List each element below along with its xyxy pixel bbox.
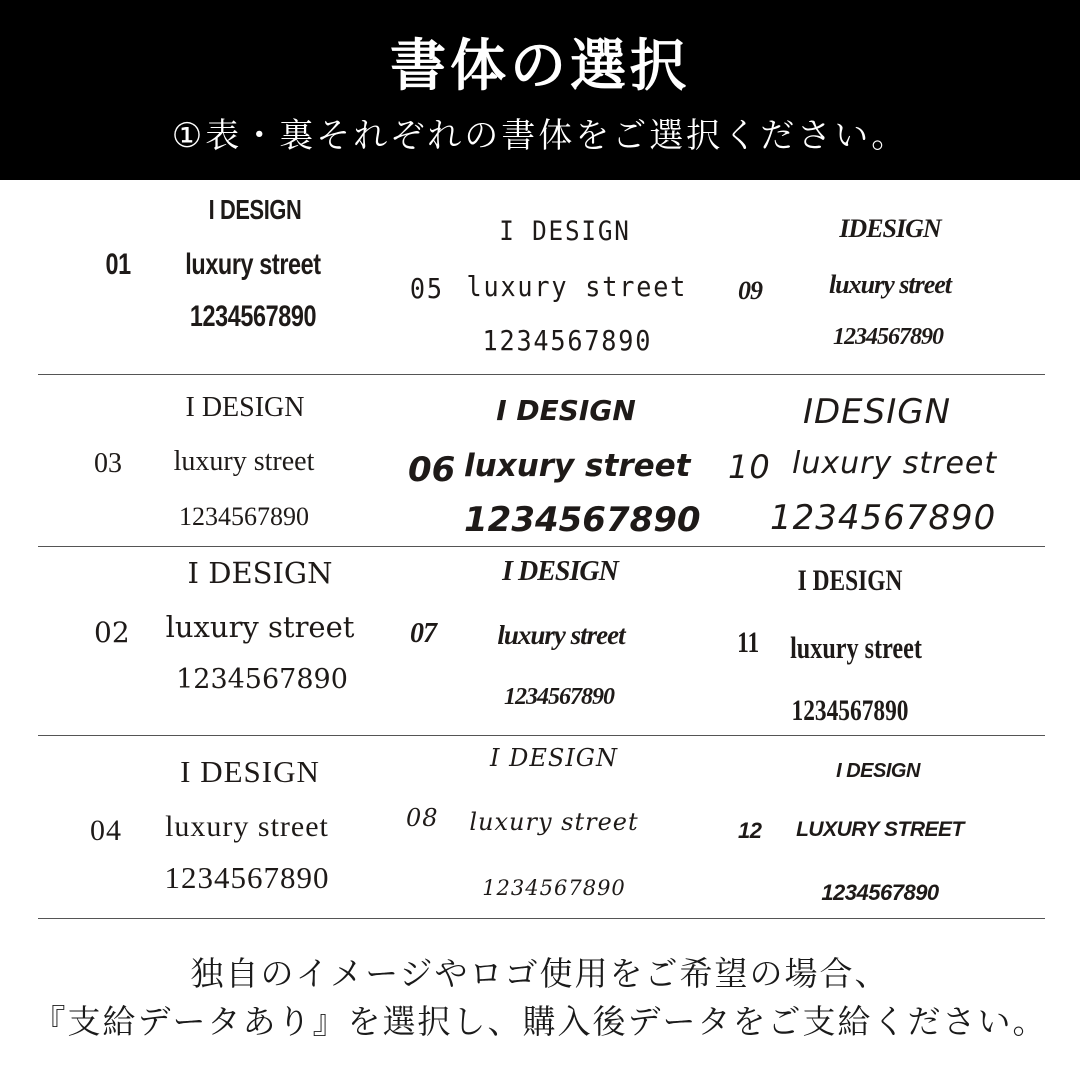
- font-sample-07[interactable]: [400, 554, 740, 734]
- sample-line-digits: 1234567890: [791, 694, 909, 727]
- sample-line-digits: 1234567890: [482, 876, 626, 900]
- sample-line-text: luxury street: [185, 248, 321, 281]
- sample-line-title: I DESIGN: [499, 216, 631, 247]
- header-banner: [0, 0, 1080, 180]
- font-sample-01[interactable]: [90, 190, 430, 370]
- font-number: 04: [90, 814, 122, 847]
- sample-line-title: I DESIGN: [187, 556, 333, 590]
- sample-line-digits: 1234567890: [164, 860, 330, 895]
- font-sample-09[interactable]: [730, 190, 1070, 370]
- sample-line-text: luxury street: [466, 270, 688, 303]
- sample-line-digits: 1234567890: [504, 684, 614, 710]
- font-number: 07: [410, 618, 436, 649]
- footer-note-line1: 独自のイメージやロゴ使用をご希望の場合、: [190, 954, 890, 993]
- sample-line-title: I DESIGN: [502, 556, 618, 587]
- font-sample-12[interactable]: [730, 744, 1070, 924]
- font-sample-05[interactable]: [400, 190, 740, 370]
- sample-line-title: IDESIGN: [802, 392, 952, 432]
- sample-line-digits: 1234567890: [179, 502, 309, 531]
- font-sample-06[interactable]: [400, 384, 740, 564]
- sample-line-text: luxury street: [165, 810, 329, 843]
- sample-line-title: I DESIGN: [208, 194, 302, 225]
- font-sample-02[interactable]: [90, 554, 430, 734]
- sample-line-text: luxury street: [464, 448, 691, 484]
- font-number: 11: [737, 626, 760, 659]
- font-number: 05: [409, 272, 444, 305]
- font-sample-03[interactable]: [90, 384, 430, 564]
- font-number: 12: [738, 818, 762, 843]
- sample-line-digits: 1234567890: [464, 500, 701, 540]
- sample-line-title: I DESIGN: [836, 760, 920, 782]
- font-sample-08[interactable]: [400, 744, 740, 924]
- sample-line-digits: 1234567890: [482, 324, 653, 357]
- font-number: 01: [105, 248, 131, 281]
- sample-line-digits: 1234567890: [833, 324, 943, 350]
- font-number: 02: [94, 616, 130, 649]
- sample-line-text: LUXURY STREET: [796, 818, 964, 841]
- font-number: 09: [738, 276, 762, 305]
- sample-line-digits: 1234567890: [189, 300, 317, 333]
- sample-line-digits: 1234567890: [821, 880, 939, 905]
- font-number: 06: [408, 450, 456, 490]
- font-number: 08: [406, 804, 439, 832]
- sample-line-title: I DESIGN: [490, 744, 618, 772]
- sample-line-digits: 1234567890: [176, 664, 348, 695]
- sample-line-title: I DESIGN: [180, 754, 320, 789]
- sample-line-title: I DESIGN: [496, 394, 636, 427]
- sample-line-text: luxury street: [165, 610, 355, 644]
- sample-line-text: luxury street: [497, 620, 625, 650]
- page-subtitle: ①表・裏それぞれの書体をご選択ください。: [171, 116, 909, 156]
- font-sample-04[interactable]: [90, 744, 430, 924]
- sample-line-text: luxury street: [469, 808, 639, 836]
- row-divider: [38, 735, 1045, 736]
- font-sample-11[interactable]: [730, 554, 1070, 734]
- sample-line-title: I DESIGN: [185, 392, 305, 423]
- sample-line-digits: 1234567890: [770, 498, 997, 538]
- sample-line-text: luxury street: [173, 446, 315, 477]
- sample-line-text: luxury street: [790, 630, 922, 665]
- sample-line-text: luxury street: [792, 446, 998, 481]
- sample-line-title: I DESIGN: [797, 564, 903, 597]
- footer-note-line2: 『支給データあり』を選択し、購入後データをご支給ください。: [32, 1002, 1048, 1041]
- page-title: 書体の選択: [390, 34, 690, 99]
- row-divider: [38, 374, 1045, 375]
- font-number: 10: [728, 448, 771, 486]
- font-sample-10[interactable]: [720, 384, 1060, 564]
- font-number: 03: [94, 448, 122, 479]
- sample-line-title: IDESIGN: [839, 214, 941, 243]
- sample-line-text: luxury street: [828, 270, 952, 299]
